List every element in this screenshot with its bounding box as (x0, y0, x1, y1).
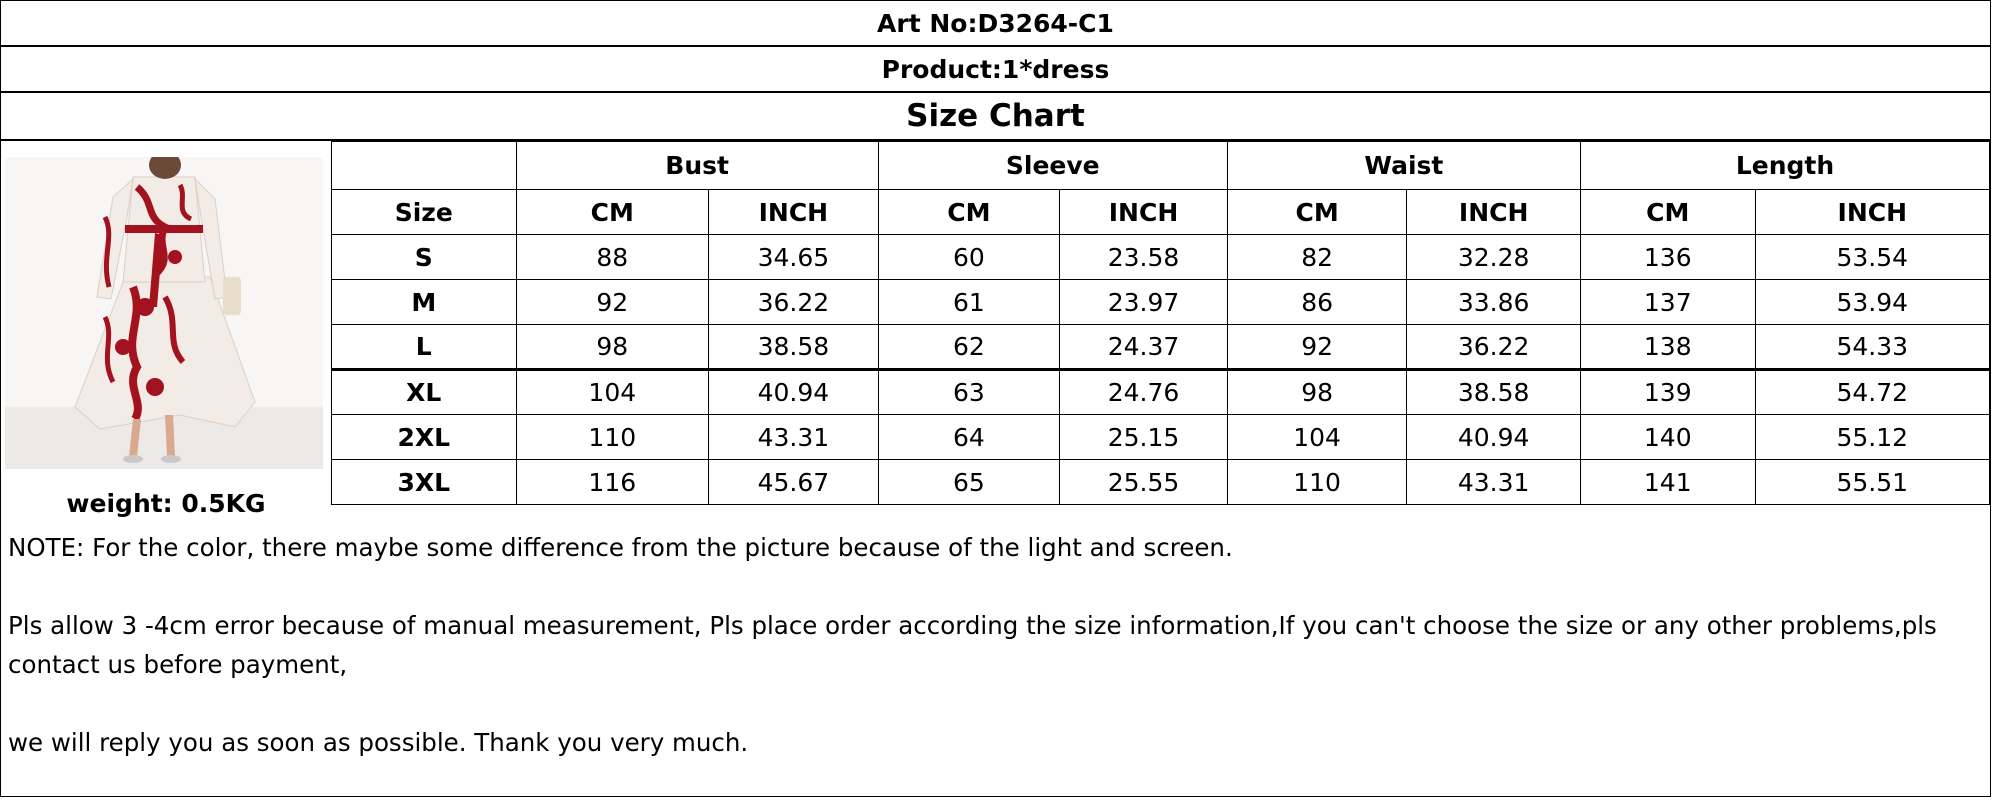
value-cell: 24.37 (1060, 325, 1228, 370)
value-cell: 24.76 (1060, 370, 1228, 415)
product-line: Product:1*dress (1, 47, 1990, 93)
unit-header: INCH (709, 190, 879, 235)
unit-header: INCH (1407, 190, 1581, 235)
value-cell: 55.12 (1755, 415, 1989, 460)
notes-section (8, 528, 1983, 762)
value-cell: 88 (516, 235, 708, 280)
value-cell: 64 (878, 415, 1060, 460)
size-cell: S (332, 235, 517, 280)
value-cell: 86 (1227, 280, 1407, 325)
value-cell: 38.58 (1407, 370, 1581, 415)
note-measurement: Pls allow 3 -4cm error because of manual measurement, Pls place order according the size information,If you can't choose the size or any other problems,pls contact us before payment, (8, 611, 1937, 679)
value-cell: 38.58 (709, 325, 879, 370)
value-cell: 139 (1580, 370, 1755, 415)
value-cell: 54.72 (1755, 370, 1989, 415)
value-cell: 137 (1580, 280, 1755, 325)
value-cell: 40.94 (709, 370, 879, 415)
table-row (332, 280, 1990, 325)
value-cell: 116 (516, 460, 708, 505)
table-row (332, 325, 1990, 370)
value-cell: 53.54 (1755, 235, 1989, 280)
value-cell: 141 (1580, 460, 1755, 505)
value-cell: 65 (878, 460, 1060, 505)
table-row (332, 235, 1990, 280)
size-cell: XL (332, 370, 517, 415)
value-cell: 34.65 (709, 235, 879, 280)
value-cell: 43.31 (709, 415, 879, 460)
value-cell: 60 (878, 235, 1060, 280)
unit-header: CM (878, 190, 1060, 235)
value-cell: 136 (1580, 235, 1755, 280)
value-cell: 43.31 (1407, 460, 1581, 505)
value-cell: 54.33 (1755, 325, 1989, 370)
value-cell: 62 (878, 325, 1060, 370)
value-cell: 92 (516, 280, 708, 325)
value-cell: 98 (516, 325, 708, 370)
value-cell: 55.51 (1755, 460, 1989, 505)
value-cell: 110 (1227, 460, 1407, 505)
value-cell: 23.97 (1060, 280, 1228, 325)
size-cell: 2XL (332, 415, 517, 460)
table-row (332, 415, 1990, 460)
table-row (332, 370, 1990, 415)
value-cell: 82 (1227, 235, 1407, 280)
group-header-row (332, 142, 1990, 190)
size-cell: L (332, 325, 517, 370)
value-cell: 110 (516, 415, 708, 460)
dress-model-photo (5, 157, 323, 469)
value-cell: 25.55 (1060, 460, 1228, 505)
unit-header: CM (1580, 190, 1755, 235)
value-cell: 32.28 (1407, 235, 1581, 280)
unit-header: INCH (1755, 190, 1989, 235)
value-cell: 25.15 (1060, 415, 1228, 460)
chart-title: Size Chart (1, 93, 1990, 141)
unit-header: CM (516, 190, 708, 235)
group-bust: Bust (516, 142, 878, 190)
corner-cell (332, 142, 517, 190)
value-cell: 40.94 (1407, 415, 1581, 460)
value-cell: 33.86 (1407, 280, 1581, 325)
package-weight: weight: 0.5KG (66, 488, 266, 518)
value-cell: 63 (878, 370, 1060, 415)
dress-illustration (5, 157, 323, 469)
value-cell: 45.67 (709, 460, 879, 505)
note-color: NOTE: For the color, there maybe some difference from the picture because of the light and screen. (8, 533, 1233, 562)
value-cell: 92 (1227, 325, 1407, 370)
size-cell: M (332, 280, 517, 325)
value-cell: 23.58 (1060, 235, 1228, 280)
value-cell: 104 (1227, 415, 1407, 460)
value-cell: 104 (516, 370, 708, 415)
value-cell: 61 (878, 280, 1060, 325)
value-cell: 98 (1227, 370, 1407, 415)
art-number: Art No:D3264-C1 (1, 1, 1990, 47)
value-cell: 53.94 (1755, 280, 1989, 325)
group-sleeve: Sleeve (878, 142, 1227, 190)
group-waist: Waist (1227, 142, 1580, 190)
note-reply: we will reply you as soon as possible. Thank you very much. (8, 728, 749, 757)
size-header: Size (332, 190, 517, 235)
value-cell: 36.22 (709, 280, 879, 325)
unit-header: INCH (1060, 190, 1228, 235)
unit-header-row (332, 190, 1990, 235)
value-cell: 138 (1580, 325, 1755, 370)
size-cell: 3XL (332, 460, 517, 505)
table-row (332, 460, 1990, 505)
group-length: Length (1580, 142, 1989, 190)
unit-header: CM (1227, 190, 1407, 235)
value-cell: 36.22 (1407, 325, 1581, 370)
size-table (331, 141, 1990, 505)
value-cell: 140 (1580, 415, 1755, 460)
